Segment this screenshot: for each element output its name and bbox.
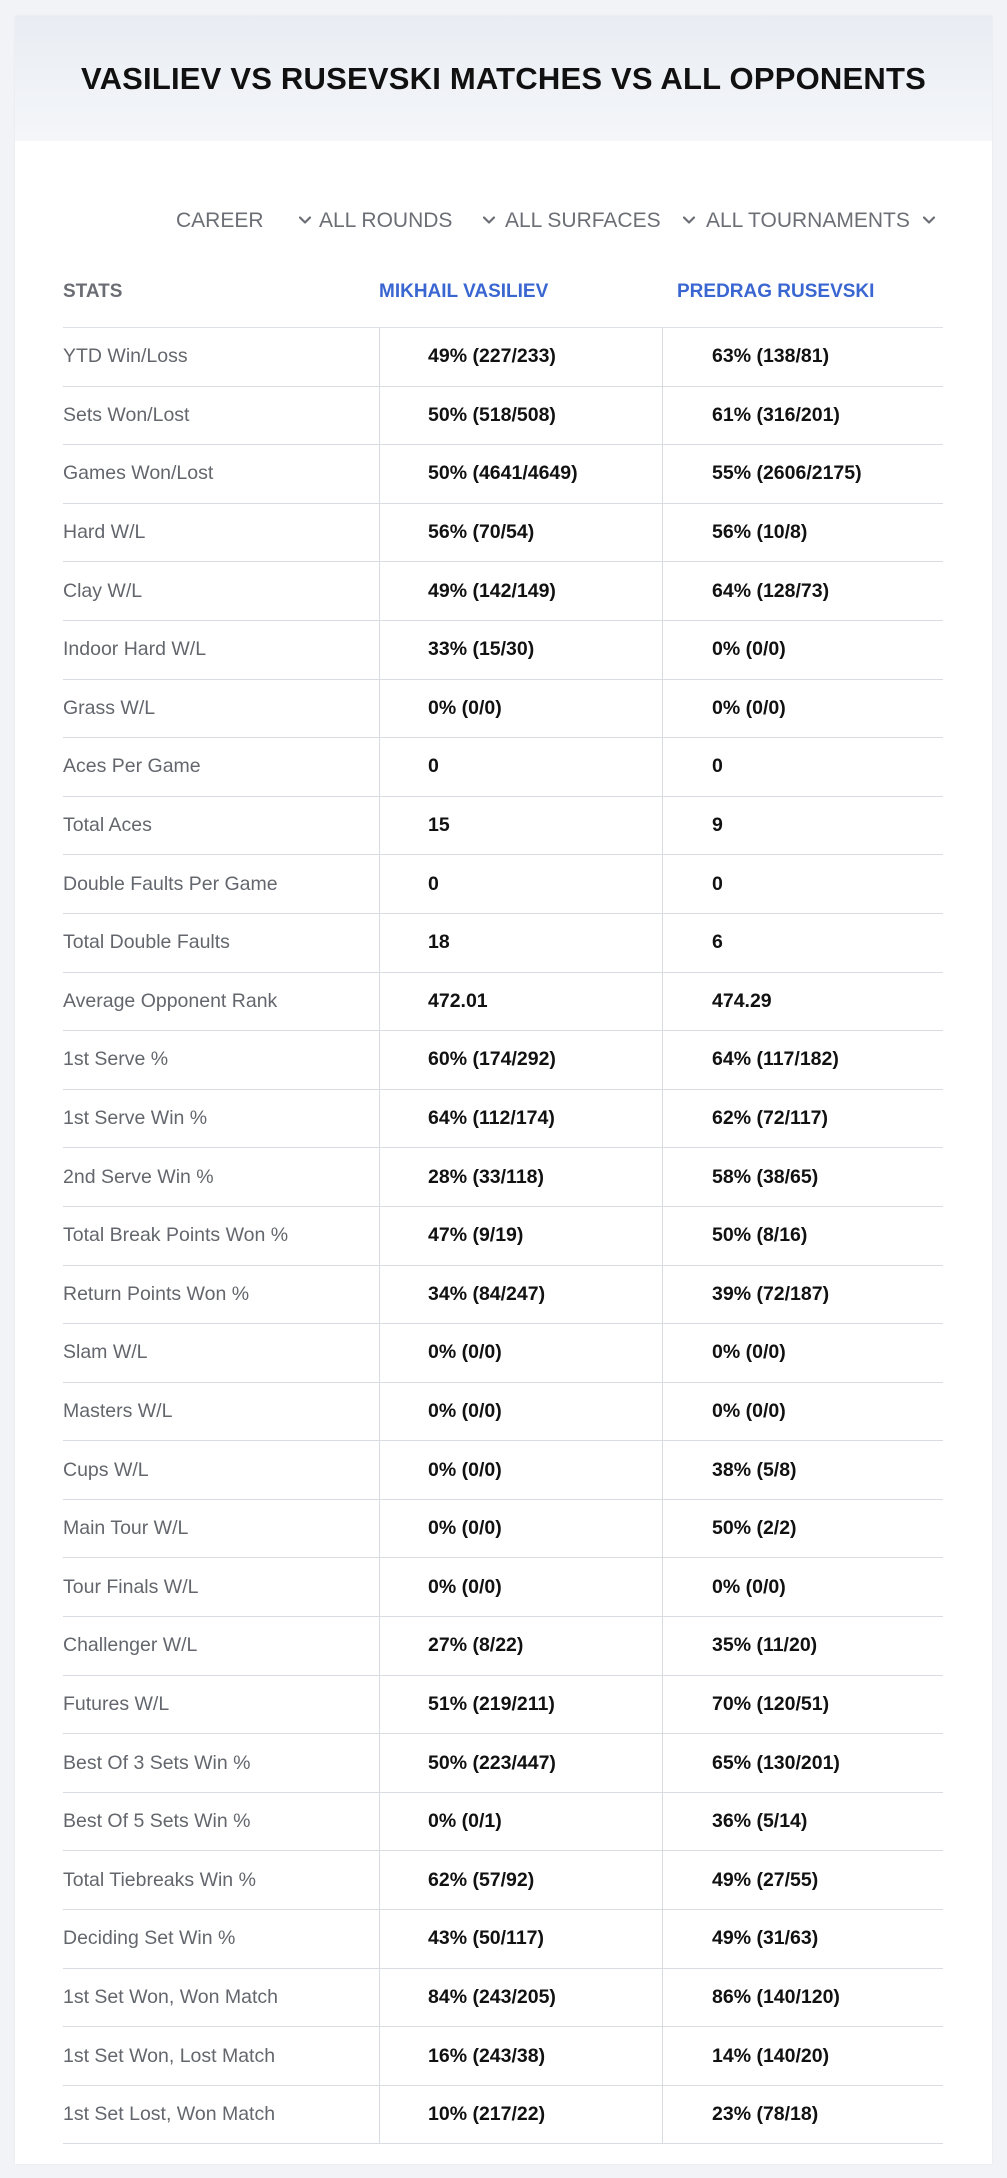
player2-value-cell: 49% (27/55) <box>662 1851 943 1909</box>
table-row <box>63 1207 943 1266</box>
player1-value-cell: 56% (70/54) <box>379 504 662 562</box>
stat-label-cell: Best Of 3 Sets Win % <box>63 1751 251 1774</box>
table-row <box>63 1500 943 1559</box>
stat-label-cell: YTD Win/Loss <box>63 345 188 368</box>
stat-label-cell: Indoor Hard W/L <box>63 638 207 661</box>
stat-label-cell: 1st Serve Win % <box>63 1107 208 1130</box>
chevron-down-icon <box>921 212 937 228</box>
player1-value-cell: 0% (0/0) <box>379 1324 662 1382</box>
stat-label-cell: Average Opponent Rank <box>63 989 278 1012</box>
player2-value-cell: 55% (2606/2175) <box>662 445 943 503</box>
page-title: VASILIEV VS RUSEVSKI MATCHES VS ALL OPPONENTS <box>81 60 926 96</box>
table-row <box>63 445 943 504</box>
stat-label-cell: Challenger W/L <box>63 1634 198 1657</box>
table-row <box>63 1851 943 1910</box>
table-row <box>63 1617 943 1676</box>
player1-value-cell: 50% (4641/4649) <box>379 445 662 503</box>
table-row <box>63 1910 943 1969</box>
filter-label: CAREER <box>176 209 264 232</box>
table-row <box>63 1441 943 1500</box>
stats-table <box>63 256 943 2144</box>
stat-label-cell: Total Tiebreaks Win % <box>63 1868 256 1891</box>
career-filter-dropdown[interactable] <box>176 186 264 256</box>
player1-value-cell: 49% (142/149) <box>379 562 662 620</box>
table-row <box>63 504 943 563</box>
player1-value-cell: 47% (9/19) <box>379 1207 662 1265</box>
chevron-down-icon <box>681 212 697 228</box>
table-row <box>63 855 943 914</box>
table-row <box>63 1734 943 1793</box>
table-row <box>63 562 943 621</box>
player2-value-cell: 50% (8/16) <box>662 1207 943 1265</box>
stat-label-cell: Cups W/L <box>63 1458 149 1481</box>
player1-value-cell: 0% (0/0) <box>379 680 662 738</box>
chevron-down-icon <box>481 212 497 228</box>
stat-label-cell: Clay W/L <box>63 579 143 602</box>
stat-label-cell: Return Points Won % <box>63 1282 250 1305</box>
stat-label-cell: Grass W/L <box>63 696 156 719</box>
player1-value-cell: 84% (243/205) <box>379 1969 662 2027</box>
table-row <box>63 1324 943 1383</box>
player2-value-cell: 56% (10/8) <box>662 504 943 562</box>
player1-value-cell: 10% (217/22) <box>379 2086 662 2144</box>
player1-value-cell: 0% (0/0) <box>379 1441 662 1499</box>
player2-value-cell: 474.29 <box>662 973 943 1031</box>
player2-value-cell: 0 <box>662 855 943 913</box>
player2-value-cell: 36% (5/14) <box>662 1793 943 1851</box>
player2-value-cell: 62% (72/117) <box>662 1090 943 1148</box>
player2-value-cell: 35% (11/20) <box>662 1617 943 1675</box>
table-row <box>63 1558 943 1617</box>
filter-bar <box>15 186 992 256</box>
stat-label-cell: Tour Finals W/L <box>63 1575 199 1598</box>
player2-value-cell: 63% (138/81) <box>662 328 943 386</box>
player2-value-cell: 14% (140/20) <box>662 2027 943 2085</box>
stat-label-cell: Aces Per Game <box>63 755 201 778</box>
stats-column-header: STATS <box>63 281 123 302</box>
player2-value-cell: 64% (128/73) <box>662 562 943 620</box>
player2-value-cell: 70% (120/51) <box>662 1676 943 1734</box>
player1-value-cell: 49% (227/233) <box>379 328 662 386</box>
stat-label-cell: Futures W/L <box>63 1692 170 1715</box>
table-row <box>63 328 943 387</box>
stat-label-cell: Hard W/L <box>63 521 146 544</box>
stat-label-cell: Masters W/L <box>63 1399 173 1422</box>
table-row <box>63 1090 943 1149</box>
page-header <box>15 16 992 141</box>
player1-value-cell: 15 <box>379 797 662 855</box>
table-row <box>63 797 943 856</box>
player2-value-cell: 0% (0/0) <box>662 621 943 679</box>
table-row <box>63 738 943 797</box>
player2-value-cell: 49% (31/63) <box>662 1910 943 1968</box>
surfaces-filter-dropdown[interactable] <box>505 186 661 256</box>
player1-value-cell: 0% (0/1) <box>379 1793 662 1851</box>
stat-label-cell: 1st Serve % <box>63 1048 169 1071</box>
player2-value-cell: 0% (0/0) <box>662 1558 943 1616</box>
player1-value-cell: 51% (219/211) <box>379 1676 662 1734</box>
table-row <box>63 1383 943 1442</box>
stat-label-cell: 1st Set Lost, Won Match <box>63 2103 276 2126</box>
player1-value-cell: 0% (0/0) <box>379 1500 662 1558</box>
table-row <box>63 621 943 680</box>
player1-value-cell: 28% (33/118) <box>379 1148 662 1206</box>
table-row <box>63 973 943 1032</box>
table-row <box>63 1148 943 1207</box>
player2-value-cell: 0 <box>662 738 943 796</box>
player1-value-cell: 0 <box>379 738 662 796</box>
player1-value-cell: 50% (518/508) <box>379 387 662 445</box>
player2-value-cell: 64% (117/182) <box>662 1031 943 1089</box>
stat-label-cell: 2nd Serve Win % <box>63 1165 214 1188</box>
table-row <box>63 1676 943 1735</box>
player2-value-cell: 6 <box>662 914 943 972</box>
player1-column-header[interactable]: MIKHAIL VASILIEV <box>379 281 549 302</box>
rounds-filter-dropdown[interactable] <box>319 186 452 256</box>
player2-value-cell: 23% (78/18) <box>662 2086 943 2144</box>
player2-value-cell: 65% (130/201) <box>662 1734 943 1792</box>
player1-value-cell: 18 <box>379 914 662 972</box>
player2-value-cell: 58% (38/65) <box>662 1148 943 1206</box>
player1-value-cell: 43% (50/117) <box>379 1910 662 1968</box>
stat-label-cell: Deciding Set Win % <box>63 1927 236 1950</box>
table-body <box>63 328 943 2144</box>
table-row <box>63 2027 943 2086</box>
stats-card <box>15 16 992 2164</box>
stat-label-cell: 1st Set Won, Won Match <box>63 1985 278 2008</box>
stat-label-cell: Games Won/Lost <box>63 462 214 485</box>
table-header <box>63 256 943 328</box>
stat-label-cell: Sets Won/Lost <box>63 403 190 426</box>
table-row <box>63 2086 943 2145</box>
player1-value-cell: 27% (8/22) <box>379 1617 662 1675</box>
player1-value-cell: 33% (15/30) <box>379 621 662 679</box>
player2-value-cell: 50% (2/2) <box>662 1500 943 1558</box>
player1-value-cell: 62% (57/92) <box>379 1851 662 1909</box>
player1-value-cell: 64% (112/174) <box>379 1090 662 1148</box>
chevron-down-icon <box>297 212 313 228</box>
stat-label-cell: Total Double Faults <box>63 931 230 954</box>
filter-label: ALL ROUNDS <box>319 209 453 232</box>
player2-value-cell: 86% (140/120) <box>662 1969 943 2027</box>
stat-label-cell: Slam W/L <box>63 1341 148 1364</box>
stat-label-cell: Total Break Points Won % <box>63 1224 289 1247</box>
player2-value-cell: 39% (72/187) <box>662 1266 943 1324</box>
player2-value-cell: 9 <box>662 797 943 855</box>
player1-value-cell: 16% (243/38) <box>379 2027 662 2085</box>
stat-label-cell: Double Faults Per Game <box>63 872 278 895</box>
player1-value-cell: 0% (0/0) <box>379 1383 662 1441</box>
table-row <box>63 1266 943 1325</box>
player1-value-cell: 0% (0/0) <box>379 1558 662 1616</box>
filter-label: ALL TOURNAMENTS <box>706 209 910 232</box>
table-row <box>63 914 943 973</box>
stat-label-cell: Total Aces <box>63 814 152 837</box>
player2-value-cell: 61% (316/201) <box>662 387 943 445</box>
table-row <box>63 1969 943 2028</box>
player2-value-cell: 0% (0/0) <box>662 1324 943 1382</box>
player1-value-cell: 50% (223/447) <box>379 1734 662 1792</box>
player1-value-cell: 34% (84/247) <box>379 1266 662 1324</box>
player2-column-header[interactable]: PREDRAG RUSEVSKI <box>677 281 875 302</box>
player1-value-cell: 60% (174/292) <box>379 1031 662 1089</box>
player1-value-cell: 0 <box>379 855 662 913</box>
player2-value-cell: 0% (0/0) <box>662 1383 943 1441</box>
tournaments-filter-dropdown[interactable] <box>706 186 910 256</box>
stat-label-cell: 1st Set Won, Lost Match <box>63 2044 276 2067</box>
player2-value-cell: 0% (0/0) <box>662 680 943 738</box>
table-row <box>63 1031 943 1090</box>
player1-value-cell: 472.01 <box>379 973 662 1031</box>
table-row <box>63 680 943 739</box>
table-row <box>63 387 943 446</box>
filter-label: ALL SURFACES <box>505 209 661 232</box>
player2-value-cell: 38% (5/8) <box>662 1441 943 1499</box>
stat-label-cell: Main Tour W/L <box>63 1517 189 1540</box>
table-row <box>63 1793 943 1852</box>
stat-label-cell: Best Of 5 Sets Win % <box>63 1810 251 1833</box>
